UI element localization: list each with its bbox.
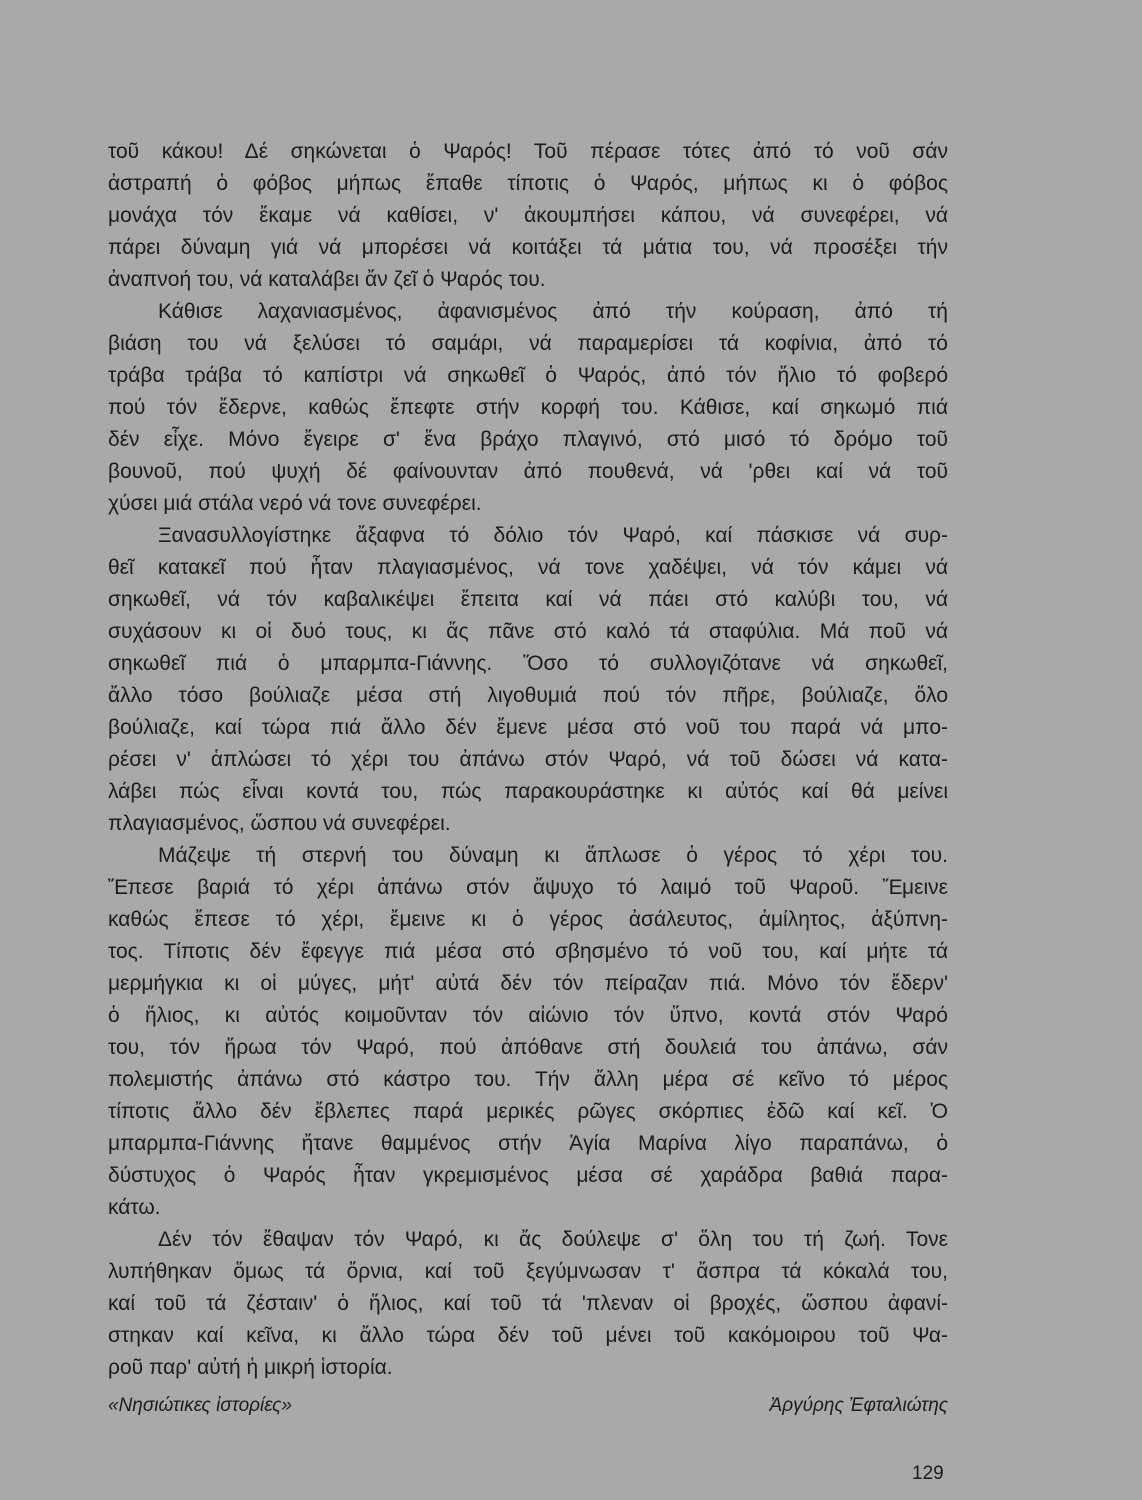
text-line: τος. Τίποτις δέν ἔφεγγε πιά μέσα στό σβησμένο τό νοῦ του, καί μήτε τά: [108, 940, 948, 963]
text-line: κάτω.: [108, 1196, 161, 1219]
text-line: βουνοῦ, πού ψυχή δέ φαίνουνταν ἀπό πουθενά, νά 'ρθει καί νά τοῦ: [108, 460, 948, 483]
text-line: τίποτις ἄλλο δέν ἔβλεπες παρά μερικές ρῶγες σκόρπιες ἐδῶ καί κεῖ. Ὁ: [108, 1100, 948, 1123]
text-line: τοῦ κάκου! Δέ σηκώνεται ὁ Ψαρός! Τοῦ πέρασε τότες ἀπό τό νοῦ σάν: [108, 140, 948, 163]
text-line: ροῦ παρ' αὐτή ἡ μικρή ἱστορία.: [108, 1356, 393, 1379]
text-line: μερμήγκια κι οἱ μύγες, μήτ' αὐτά δέν τόν πείραζαν πιά. Μόνο τόν ἔδερν': [108, 972, 948, 995]
text-line: ἀναπνοή του, νά καταλάβει ἄν ζεῖ ὁ Ψαρός του.: [108, 268, 546, 291]
text-line: πολεμιστής ἀπάνω στό κάστρο του. Τήν ἄλλη μέρα σέ κεῖνο τό μέρος: [108, 1068, 948, 1091]
text-line: θεῖ κατακεῖ πού ἦταν πλαγιασμένος, νά τονε χαδέψει, νά τόν κάμει νά: [108, 556, 948, 579]
text-line: λυπήθηκαν ὅμως τά ὄρνια, καί τοῦ ξεγύμνωσαν τ' ἄσπρα τά κόκαλά του,: [108, 1260, 948, 1283]
text-line: βούλιαζε, καί τώρα πιά ἄλλο δέν ἔμενε μέσα στό νοῦ του παρά νά μπο-: [108, 716, 948, 739]
text-line: πλαγιασμένος, ὥσπου νά συνεφέρει.: [108, 812, 451, 835]
text-line: σηκωθεῖ πιά ὁ μπαρμπα-Γιάννης. Ὅσο τό συλλογιζότανε νά σηκωθεῖ,: [108, 652, 948, 675]
text-line: Ἔπεσε βαριά τό χέρι ἀπάνω στόν ἄψυχο τό λαιμό τοῦ Ψαροῦ. Ἔμεινε: [108, 876, 948, 899]
text-line: συχάσουν κι οἱ δυό τους, κι ἄς πᾶνε στό καλό τά σταφύλια. Μά ποῦ νά: [108, 620, 948, 643]
text-line: καί τοῦ τά ζέσταιν' ὁ ἥλιος, καί τοῦ τά 'πλεναν οἱ βροχές, ὥσπου ἀφανί-: [108, 1292, 948, 1315]
attribution: [108, 1394, 948, 1418]
text-line: πάρει δύναμη γιά νά μπορέσει νά κοιτάξει τά μάτια του, νά προσέξει τήν: [108, 236, 948, 259]
text-line: χύσει μιά στάλα νερό νά τονε συνεφέρει.: [108, 492, 482, 515]
text-line: μονάχα τόν ἔκαμε νά καθίσει, ν' ἀκουμπήσει κάπου, νά συνεφέρει, νά: [108, 204, 948, 227]
text-line: Μάζεψε τή στερνή του δύναμη κι ἅπλωσε ὁ γέρος τό χέρι του.: [158, 844, 948, 867]
text-line: στηκαν καί κεῖνα, κι ἄλλο τώρα δέν τοῦ μένει τοῦ κακόμοιρου τοῦ Ψα-: [108, 1324, 948, 1347]
text-line: Δέν τόν ἔθαψαν τόν Ψαρό, κι ἄς δούλεψε σ' ὅλη του τή ζωή. Τονε: [158, 1228, 948, 1251]
text-line: δύστυχος ὁ Ψαρός ἦταν γκρεμισμένος μέσα σέ χαράδρα βαθιά παρα-: [108, 1164, 948, 1187]
text-line: σηκωθεῖ, νά τόν καβαλικέψει ἔπειτα καί νά πάει στό καλύβι του, νά: [108, 588, 948, 611]
text-line: Ξανασυλλογίστηκε ἄξαφνα τό δόλιο τόν Ψαρό, καί πάσκισε νά συρ-: [158, 524, 948, 547]
text-line: καθώς ἔπεσε τό χέρι, ἔμεινε κι ὁ γέρος ἀσάλευτος, ἀμίλητος, ἀξύπνη-: [108, 908, 948, 931]
text-line: μπαρμπα-Γιάννης ἤτανε θαμμένος στήν Ἁγία Μαρίνα λίγο παραπάνω, ὁ: [108, 1132, 948, 1155]
text-line: βιάση του νά ξελύσει τό σαμάρι, νά παραμερίσει τά κοφίνια, ἀπό τό: [108, 332, 948, 355]
text-line: ἄλλο τόσο βούλιαζε μέσα στή λιγοθυμιά πού τόν πῆρε, βούλιαζε, ὅλο: [108, 684, 948, 707]
text-line: πού τόν ἔδερνε, καθώς ἔπεφτε στήν κορφή του. Κάθισε, καί σηκωμό πιά: [108, 396, 948, 419]
text-line: λάβει πώς εἶναι κοντά του, πώς παρακουράστηκε κι αὐτός καί θά μείνει: [108, 780, 948, 803]
text-line: τράβα τράβα τό καπίστρι νά σηκωθεῖ ὁ Ψαρός, ἀπό τόν ἥλιο τό φοβερό: [108, 364, 948, 387]
author-name: Ἀργύρης Ἐφταλιώτης: [769, 1395, 948, 1416]
text-line: ρέσει ν' ἁπλώσει τό χέρι του ἀπάνω στόν Ψαρό, νά τοῦ δώσει νά κατα-: [108, 748, 948, 771]
text-line: δέν εἶχε. Μόνο ἔγειρε σ' ἕνα βράχο πλαγινό, στό μισό τό δρόμο τοῦ: [108, 428, 948, 451]
source-title: «Νησιώτικες ἱστορίες»: [108, 1395, 292, 1416]
page-number: 129: [912, 1463, 944, 1484]
story-text: [108, 136, 948, 1384]
text-line: ἀστραπή ὁ φόβος μήπως ἔπαθε τίποτις ὁ Ψαρός, μήπως κι ὁ φόβος: [108, 172, 948, 195]
text-line: Κάθισε λαχανιασμένος, ἀφανισμένος ἀπό τήν κούραση, ἀπό τή: [158, 300, 948, 323]
text-line: του, τόν ἥρωα τόν Ψαρό, πού ἀπόθανε στή δουλειά του ἀπάνω, σάν: [108, 1036, 948, 1059]
text-line: ὁ ἥλιος, κι αὐτός κοιμοῦνταν τόν αἰώνιο τόν ὕπνο, κοντά στόν Ψαρό: [108, 1004, 948, 1027]
